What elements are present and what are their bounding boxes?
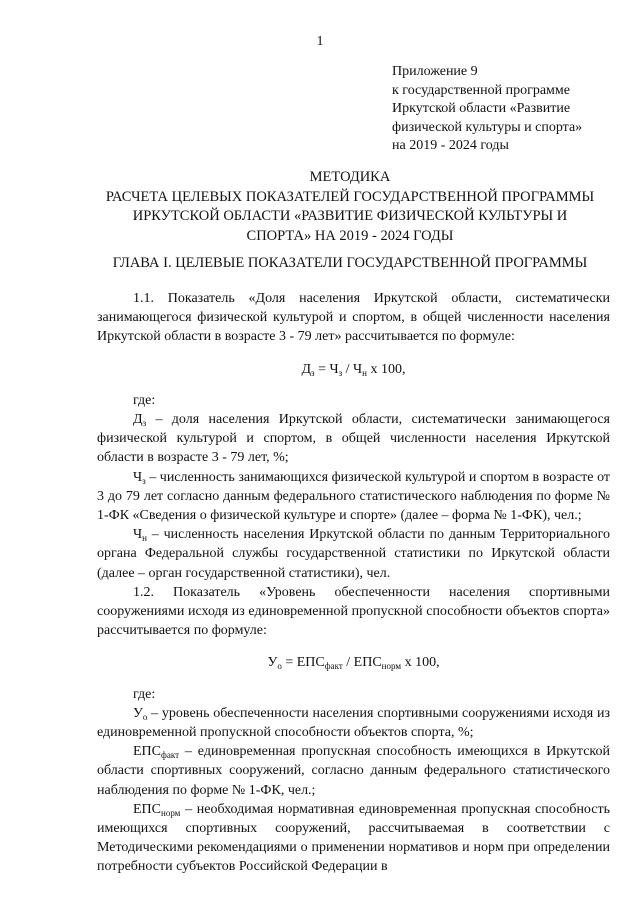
formula-part: = ЕПС xyxy=(281,655,325,671)
definition-symbol: У xyxy=(133,705,143,721)
definition-1-2-2 xyxy=(97,742,610,800)
section-1-2-intro: 1.2. Показатель «Уровень обеспеченности населения спортивными сооружениями исходя из единовременной пропускной способности объектов спорта» рассчитывается по формуле: xyxy=(97,584,610,639)
definition-subscript: факт xyxy=(161,750,180,761)
formula-subscript: н xyxy=(362,367,367,378)
formula-1-2 xyxy=(97,653,610,672)
formula-part: х 100, xyxy=(367,361,406,377)
definition-text: – численность населения Иркутской области по данным Территориального органа Федеральной службы государственной статистики по Иркутской области (далее – орган государственной статистики), чел. xyxy=(97,527,610,581)
appendix-line: Приложение 9 xyxy=(392,64,478,79)
definition-text: – доля населения Иркутской области, систематически занимающегося физической культурой и спортом, в общей численности населения Иркутской области в возрасте 3 - 79 лет, %; xyxy=(97,412,610,466)
formula-1-1 xyxy=(97,360,610,379)
definition-1-2-1 xyxy=(97,704,610,742)
definition-1-1-3 xyxy=(97,525,610,583)
definition-subscript: о xyxy=(142,711,148,722)
title-line: СПОРТА» НА 2019 - 2024 ГОДЫ xyxy=(246,227,454,244)
definition-text: – уровень обеспеченности населения спортивными сооружениями исходя из единовременной пропускной способности объектов спорта, %; xyxy=(97,705,610,741)
document-body xyxy=(97,289,610,877)
definition-symbol: Ч xyxy=(133,469,143,485)
formula-symbol: Д xyxy=(301,361,312,377)
definition-1-1-1 xyxy=(97,410,610,468)
appendix-note xyxy=(392,63,632,156)
definition-text: – численность занимающихся физической культурой и спортом в возрасте от 3 до 79 лет согласно данным федерального статистического наблюдения по форме № 1-ФК «Сведения о физической культуре и спорте» (далее – форма № 1-ФК), чел.; xyxy=(97,469,610,524)
definition-symbol: ЕПС xyxy=(133,801,161,817)
definition-symbol: Д xyxy=(133,412,143,428)
definition-symbol: ЕПС xyxy=(133,744,161,760)
title-line: РАСЧЕТА ЦЕЛЕВЫХ ПОКАЗАТЕЛЕЙ ГОСУДАРСТВЕННОЙ ПРОГРАММЫ xyxy=(105,188,595,205)
definition-subscript: н xyxy=(142,533,147,544)
appendix-line: на 2019 - 2024 годы xyxy=(392,138,509,154)
title-line: МЕТОДИКА xyxy=(309,169,391,185)
appendix-line: Иркутской области «Развитие xyxy=(392,101,571,117)
formula-subscript: факт xyxy=(324,661,343,672)
definition-subscript: з xyxy=(142,418,147,429)
title-line: ИРКУТСКОЙ ОБЛАСТИ «РАЗВИТИЕ ФИЗИЧЕСКОЙ КУЛЬТУРЫ И xyxy=(132,208,568,224)
formula-part: / ЕПС xyxy=(342,655,382,671)
definition-symbol: Ч xyxy=(133,527,143,543)
formula-symbol: У xyxy=(267,655,278,671)
definition-text: – необходимая нормативная единовременная пропускная способность имеющихся спортивных сооружений, рассчитываемая в соответствии с Методическими рекомендациями о применении нормативов и норм при определении потребности субъектов Российской Федерации в xyxy=(97,801,610,875)
definition-1-1-2 xyxy=(97,468,610,526)
document-title xyxy=(70,168,630,246)
definition-text: – единовременная пропускная способность имеющихся в Иркутской области спортивных сооружений, согласно данным федерального статистического наблюдения по форме № 1-ФК, чел.; xyxy=(97,744,610,798)
formula-part: х 100, xyxy=(401,655,440,671)
formula-part: / Ч xyxy=(342,361,363,377)
where-label: где: xyxy=(133,686,156,702)
definition-subscript: з xyxy=(142,475,146,486)
definition-1-2-3 xyxy=(97,800,610,877)
formula-part: = Ч xyxy=(314,361,339,377)
appendix-line: к государственной программе xyxy=(392,82,570,98)
section-1-1-intro: 1.1. Показатель «Доля населения Иркутской области, систематически занимающегося физической культурой и спортом, в общей численности населения Иркутской области в возрасте 3 - 79 лет» рассчитывается по формуле: xyxy=(97,291,610,345)
definition-subscript: норм xyxy=(161,807,181,818)
page-number: 1 xyxy=(316,34,324,49)
formula-subscript: з xyxy=(338,367,343,378)
formula-subscript: о xyxy=(277,661,282,672)
where-label: где: xyxy=(133,392,156,408)
formula-subscript: норм xyxy=(381,661,402,672)
chapter-heading: ГЛАВА I. ЦЕЛЕВЫЕ ПОКАЗАТЕЛИ ГОСУДАРСТВЕННОЙ ПРОГРАММЫ xyxy=(112,255,588,271)
appendix-line: физической культуры и спорта» xyxy=(392,119,583,135)
formula-subscript: з xyxy=(311,367,315,378)
